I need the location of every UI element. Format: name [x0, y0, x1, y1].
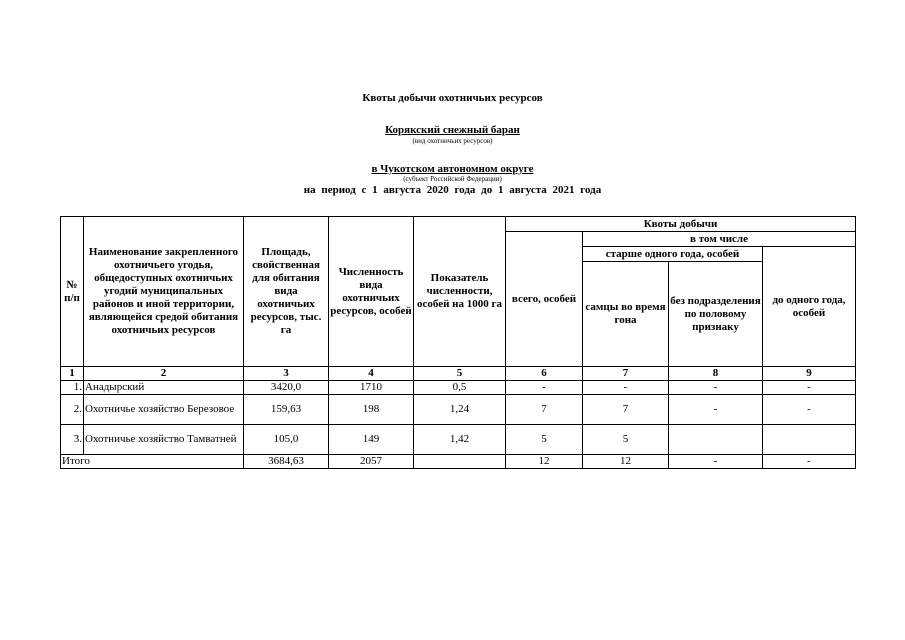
area-value: 105,0	[244, 425, 329, 455]
column-number: 7	[583, 367, 669, 381]
column-numbers-row	[61, 367, 856, 381]
header-older-than-year: старше одного года, особей	[583, 247, 763, 262]
column-number: 3	[244, 367, 329, 381]
column-number: 8	[669, 367, 763, 381]
table-row	[61, 395, 856, 425]
area-value: 3420,0	[244, 381, 329, 395]
column-number: 1	[61, 367, 84, 381]
young-value	[763, 425, 856, 455]
column-number: 4	[329, 367, 414, 381]
population-total: 2057	[329, 455, 414, 469]
row-index: 3.	[61, 425, 84, 455]
column-number: 9	[763, 367, 856, 381]
header-density: Показатель численности, особей на 1000 га	[414, 217, 506, 367]
density-value: 0,5	[414, 381, 506, 395]
density-total	[414, 455, 506, 469]
quota-total-value: 5	[506, 425, 583, 455]
header-number: № п/п	[61, 217, 84, 367]
hunting-ground-name: Анадырский	[84, 381, 244, 395]
header-hunting-ground: Наименование закрепленного охотничьего угодья, общедоступных охотничьих угодий муниципальных районов и иной территории, являющейся средой обитания охотничьих ресурсов	[84, 217, 244, 367]
young-value: -	[763, 395, 856, 425]
document-title: Квоты добычи охотничьих ресурсов	[362, 92, 543, 104]
males-total: 12	[583, 455, 669, 469]
totals-label: Итого	[61, 455, 244, 469]
quota-total-value: 7	[506, 395, 583, 425]
males-value: -	[583, 381, 669, 395]
species-caption: (вид охотничьих ресурсов)	[412, 137, 493, 145]
young-value: -	[763, 381, 856, 395]
species-name: Корякский снежный баран	[385, 124, 520, 136]
nodiv-value: -	[669, 381, 763, 395]
row-index: 1.	[61, 381, 84, 395]
totals-row	[61, 455, 856, 469]
nodiv-total: -	[669, 455, 763, 469]
header-rutting-males: самцы во время гона	[583, 262, 669, 367]
table-row	[61, 381, 856, 395]
column-number: 6	[506, 367, 583, 381]
quota-total-sum: 12	[506, 455, 583, 469]
period-line: на период с 1 августа 2020 года до 1 августа 2021 года	[303, 184, 602, 196]
region-caption: (субъект Российской Федерации)	[403, 175, 502, 183]
column-number: 2	[84, 367, 244, 381]
table-row	[61, 425, 856, 455]
density-value: 1,24	[414, 395, 506, 425]
header-under-year: до одного года, особей	[763, 247, 856, 367]
density-value: 1,42	[414, 425, 506, 455]
nodiv-value: -	[669, 395, 763, 425]
header-quota: Квоты добычи	[506, 217, 856, 232]
region-name: в Чукотском автономном округе	[371, 163, 534, 175]
males-value: 5	[583, 425, 669, 455]
population-value: 1710	[329, 381, 414, 395]
nodiv-value	[669, 425, 763, 455]
males-value: 7	[583, 395, 669, 425]
header-no-sex-division: без подразделения по половому признаку	[669, 262, 763, 367]
quota-total-value: -	[506, 381, 583, 395]
young-total: -	[763, 455, 856, 469]
area-value: 159,63	[244, 395, 329, 425]
header-area: Площадь, свойственная для обитания вида охотничьих ресурсов, тыс. га	[244, 217, 329, 367]
population-value: 149	[329, 425, 414, 455]
hunting-ground-name: Охотничье хозяйство Березовое	[84, 395, 244, 425]
hunting-ground-name: Охотничье хозяйство Тамватней	[84, 425, 244, 455]
row-index: 2.	[61, 395, 84, 425]
column-number: 5	[414, 367, 506, 381]
header-including: в том числе	[583, 232, 856, 247]
area-total: 3684,63	[244, 455, 329, 469]
header-population: Численность вида охотничьих ресурсов, особей	[329, 217, 414, 367]
quota-table	[60, 216, 856, 469]
population-value: 198	[329, 395, 414, 425]
header-quota-total: всего, особей	[506, 232, 583, 367]
